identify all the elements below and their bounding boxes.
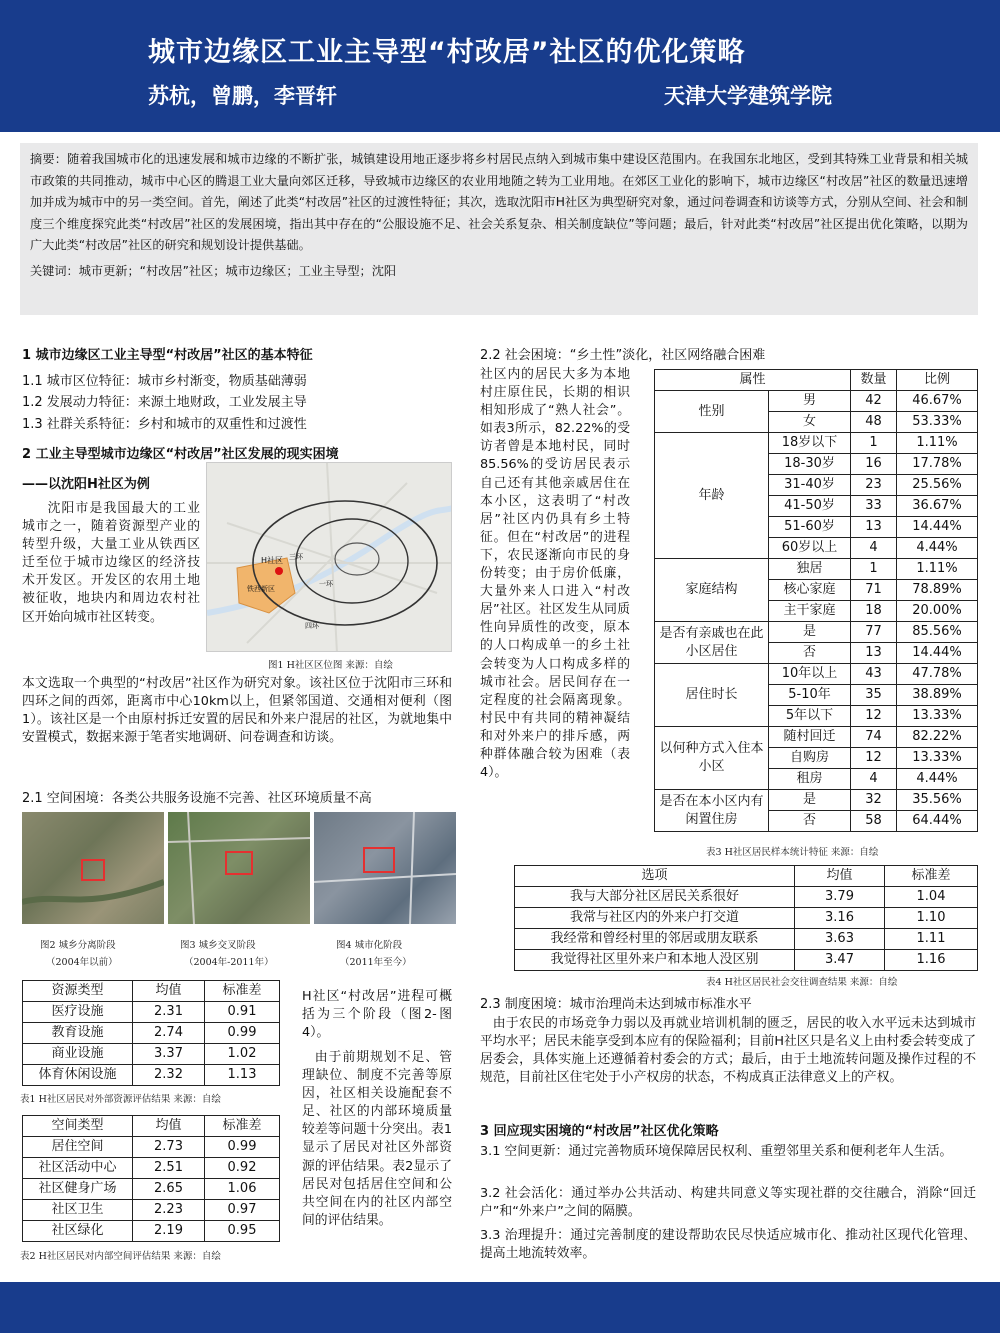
cell: 租房 xyxy=(769,769,851,790)
cell: 10年以上 xyxy=(769,664,851,685)
paragraph-case-intro: 本文选取一个典型的“村改居”社区作为研究对象。该社区位于沈阳市三环和四环之间的西郊，距离市中心10km以上，但紧邻国道、交通相对便利（图1）。该社区是一个由原村拆迁安置的居民和外来户混居的社区，为就地集中安置模式，数据来源于笔者实地调研、问卷调查和访谈。 xyxy=(22,676,452,746)
table-3-group-label: 居住时长 xyxy=(655,664,769,727)
figure-4-period: （2011年至今） xyxy=(340,957,412,968)
cell: 41-50岁 xyxy=(769,496,851,517)
cell: 是 xyxy=(769,790,851,811)
cell: 商业设施 xyxy=(23,1044,133,1065)
table-4 xyxy=(514,865,978,971)
cell: 33 xyxy=(851,496,897,517)
table-2-col-type: 空间类型 xyxy=(23,1116,133,1137)
section-2-heading: 2 工业主导型城市边缘区“村改居”社区发展的现实困境 xyxy=(22,447,339,462)
cell: 35.56% xyxy=(897,790,978,811)
cell: 0.99 xyxy=(205,1137,280,1158)
cell: 体育休闲设施 xyxy=(23,1065,133,1086)
table-2-col-mean: 均值 xyxy=(133,1116,205,1137)
section-3-heading: 3 回应现实困境的“村改居”社区优化策略 xyxy=(480,1124,719,1139)
cell: 社区活动中心 xyxy=(23,1158,133,1179)
map-label-ring4: 四环 xyxy=(305,622,319,630)
cell: 4.44% xyxy=(897,538,978,559)
photo-stage-3 xyxy=(314,812,456,924)
table-row xyxy=(23,1023,280,1044)
table-row xyxy=(515,929,978,950)
map-label-h: H社区 xyxy=(261,556,284,565)
table-1-caption: 表1 H社区居民对外部资源评估结果 来源：自绘 xyxy=(20,1094,221,1105)
cell: 3.47 xyxy=(795,950,885,971)
cell: 51-60岁 xyxy=(769,517,851,538)
cell: 3.79 xyxy=(795,887,885,908)
cell: 1.11% xyxy=(897,559,978,580)
cell: 1.13 xyxy=(205,1065,280,1086)
cell: 13.33% xyxy=(897,748,978,769)
table-3 xyxy=(654,369,978,832)
cell: 16 xyxy=(851,454,897,475)
table-4-caption: 表4 H社区居民社会交往调查结果 来源：自绘 xyxy=(706,977,898,988)
table-row xyxy=(23,1158,280,1179)
cell: 35 xyxy=(851,685,897,706)
cell: 否 xyxy=(769,643,851,664)
cell: 社区健身广场 xyxy=(23,1179,133,1200)
cell: 12 xyxy=(851,748,897,769)
cell: 0.95 xyxy=(205,1221,280,1242)
cell: 1.16 xyxy=(885,950,978,971)
map-label-ring1: 一环 xyxy=(319,580,333,588)
cell: 2.23 xyxy=(133,1200,205,1221)
section-1-3: 1.3 社群关系特征：乡村和城市的双重性和过渡性 xyxy=(22,417,307,432)
table-3-group-label: 家庭结构 xyxy=(655,559,769,622)
cell: 2.73 xyxy=(133,1137,205,1158)
cell: 教育设施 xyxy=(23,1023,133,1044)
cell: 女 xyxy=(769,412,851,433)
poster-header xyxy=(0,0,1000,132)
cell: 42 xyxy=(851,391,897,412)
paragraph-institution: 由于农民的市场竞争力弱以及再就业培训机制的匮乏，居民的收入水平远未达到城市平均水平；居民未能享受到本应有的保险福利；目前H社区只是名义上由村委会转变成了居委会，具体实施上还遵循着村委会的方式；最后，由于土地流转问题及操作过程的不规范，目前社区住宅处于小产权房的状态，不构成真正法律意义上的产权。 xyxy=(480,1016,976,1086)
table-row xyxy=(655,727,978,748)
cell: 17.78% xyxy=(897,454,978,475)
table-1-col-sd: 标准差 xyxy=(205,981,280,1002)
location-map-svg xyxy=(207,463,452,652)
section-2-3: 2.3 制度困境：城市治理尚未达到城市标准水平 xyxy=(480,997,752,1012)
table-3-caption: 表3 H社区居民样本统计特征 来源：自绘 xyxy=(706,847,879,858)
section-2-subtitle: ——以沈阳H社区为例 xyxy=(22,477,150,492)
table-2 xyxy=(22,1115,280,1242)
table-3-header xyxy=(655,370,978,391)
cell: 1.04 xyxy=(885,887,978,908)
section-2-1: 2.1 空间困境：各类公共服务设施不完善、社区环境质量不高 xyxy=(22,791,372,806)
cell: 47.78% xyxy=(897,664,978,685)
location-map xyxy=(206,462,452,652)
table-row xyxy=(655,433,978,454)
cell: 2.51 xyxy=(133,1158,205,1179)
cell: 25.56% xyxy=(897,475,978,496)
table-4-col-mean: 均值 xyxy=(795,866,885,887)
table-row xyxy=(655,664,978,685)
figure-3-period: （2004年-2011年） xyxy=(184,957,274,968)
section-1-heading: 1 城市边缘区工业主导型“村改居”社区的基本特征 xyxy=(22,348,313,363)
affiliation: 天津大学建筑学院 xyxy=(664,84,832,108)
abstract-box xyxy=(20,143,978,315)
paragraph-social: 社区内的居民大多为本地村庄原住民，长期的相识相知形成了“熟人社会”。如表3所示，82.22%的受访者曾是本地村民，同时85.56%的受访居民表示自己还有其他亲戚居住在本小区，这表明了“村改居”社区内仍具有乡土特征。但在“村改居”的进程下，农民逐渐向市民的身份转变；由于房价低廉，大量外来人口进入“村改居”社区。社区发生从同质性向异质性的改变，原本的人口构成单一的乡土社会转变为人口构成多样的城市社会。居民间存在一定程度的社会隔离现象。村民中有共同的精神凝结和对外来户的排斥感，两种群体融合较为困难（表4）。 xyxy=(480,367,630,781)
cell: 38.89% xyxy=(897,685,978,706)
table-3-col-attr: 属性 xyxy=(655,370,851,391)
cell: 46.67% xyxy=(897,391,978,412)
cell: 医疗设施 xyxy=(23,1002,133,1023)
table-1-col-mean: 均值 xyxy=(133,981,205,1002)
cell: 主干家庭 xyxy=(769,601,851,622)
cell: 20.00% xyxy=(897,601,978,622)
table-row xyxy=(23,1002,280,1023)
cell: 5年以下 xyxy=(769,706,851,727)
table-3-group-label: 是否有亲戚也在此小区居住 xyxy=(655,622,769,664)
cell: 53.33% xyxy=(897,412,978,433)
cell: 1.11 xyxy=(885,929,978,950)
cell: 2.74 xyxy=(133,1023,205,1044)
cell: 我与大部分社区居民关系很好 xyxy=(515,887,795,908)
cell: 3.37 xyxy=(133,1044,205,1065)
cell: 31-40岁 xyxy=(769,475,851,496)
paragraph-stages: H社区“村改居”进程可概括为三个阶段（图2-图4）。 xyxy=(302,989,452,1041)
table-2-header xyxy=(23,1116,280,1137)
abstract-text: 摘要：随着我国城市化的迅速发展和城市边缘的不断扩张，城镇建设用地正逐步将乡村居民点纳入到城市集中建设区范围内。在我国东北地区，受到其特殊工业背景和相关城市政策的共同推动，城市中心区的腾退工业大量向郊区迁移，导致城市边缘区的农业用地随之转为工业用地。在郊区工业化的影响下，城市边缘区“村改居”社区的数量迅速增加并成为城市中的另一类空间。首先，阐述了此类“村改居”社区的过渡性特征；其次，选取沈阳市H社区为典型研究对象，通过问卷调查和访谈等方式，分别从空间、社会和制度三个维度探究此类“村改居”社区的发展困境，指出其中存在的“公服设施不足、社会关系复杂、相关制度缺位”等问题；最后，针对此类“村改居”社区提出优化策略，以期为广大此类“村改居”社区的研究和规划设计提供基础。 xyxy=(30,152,968,252)
cell: 1.10 xyxy=(885,908,978,929)
table-row xyxy=(23,1137,280,1158)
table-row xyxy=(515,908,978,929)
cell: 1.06 xyxy=(205,1179,280,1200)
cell: 71 xyxy=(851,580,897,601)
section-3-3: 3.3 治理提升：通过完善制度的建设帮助农民尽快适应城市化、推动社区现代化管理、提高土地流转效率。 xyxy=(480,1228,976,1262)
section-3-1: 3.1 空间更新：通过完善物质环境保障居民权利、重塑邻里关系和便利老年人生活。 xyxy=(480,1144,953,1159)
cell: 2.19 xyxy=(133,1221,205,1242)
cell: 0.91 xyxy=(205,1002,280,1023)
table-3-col-count: 数量 xyxy=(851,370,897,391)
cell: 核心家庭 xyxy=(769,580,851,601)
figure-4-caption: 图4 城市化阶段 xyxy=(336,940,403,951)
cell: 14.44% xyxy=(897,517,978,538)
section-2-2: 2.2 社会困境：“乡土性”淡化，社区网络融合困难 xyxy=(480,348,766,363)
table-row xyxy=(23,1179,280,1200)
table-4-header xyxy=(515,866,978,887)
cell: 独居 xyxy=(769,559,851,580)
photo-stage-1 xyxy=(22,812,164,924)
table-3-col-ratio: 比例 xyxy=(897,370,978,391)
figure-2-period: （2004年以前） xyxy=(46,957,118,968)
cell: 是 xyxy=(769,622,851,643)
table-3-group-label: 是否在本小区内有闲置住房 xyxy=(655,790,769,832)
cell: 13 xyxy=(851,517,897,538)
cell: 1 xyxy=(851,433,897,454)
table-row xyxy=(515,887,978,908)
table-3-group-label: 以何种方式入住本小区 xyxy=(655,727,769,790)
figure-1-caption: 图1 H社区区位图 来源：自绘 xyxy=(268,660,393,671)
cell: 自购房 xyxy=(769,748,851,769)
table-row xyxy=(655,391,978,412)
cell: 0.92 xyxy=(205,1158,280,1179)
table-row xyxy=(23,1221,280,1242)
table-row xyxy=(655,790,978,811)
paragraph-shenyang: 沈阳市是我国最大的工业城市之一，随着资源型产业的转型升级，大量工业从铁西区迁至位于城市边缘区的经济技术开发区。开发区的农用土地被征收，地块内和周边农村社区开始向城市社区转变。 xyxy=(22,501,200,625)
cell: 2.31 xyxy=(133,1002,205,1023)
cell: 居住空间 xyxy=(23,1137,133,1158)
cell: 43 xyxy=(851,664,897,685)
table-1 xyxy=(22,980,280,1086)
cell: 0.97 xyxy=(205,1200,280,1221)
cell: 32 xyxy=(851,790,897,811)
photo-stage-2-svg xyxy=(168,812,310,924)
cell: 我常与社区内的外来户打交道 xyxy=(515,908,795,929)
cell: 2.65 xyxy=(133,1179,205,1200)
photo-stage-2 xyxy=(168,812,310,924)
cell: 我觉得社区里外来户和本地人没区别 xyxy=(515,950,795,971)
map-label-ring3: 三环 xyxy=(289,553,303,561)
cell: 12 xyxy=(851,706,897,727)
cell: 85.56% xyxy=(897,622,978,643)
cell: 1.11% xyxy=(897,433,978,454)
cell: 2.32 xyxy=(133,1065,205,1086)
cell: 社区绿化 xyxy=(23,1221,133,1242)
cell: 5-10年 xyxy=(769,685,851,706)
poster-title: 城市边缘区工业主导型“村改居”社区的优化策略 xyxy=(148,37,746,68)
cell: 男 xyxy=(769,391,851,412)
keywords: 关键词：城市更新；“村改居”社区；城市边缘区；工业主导型；沈阳 xyxy=(30,263,397,278)
poster-footer xyxy=(0,1282,1000,1333)
table-1-col-type: 资源类型 xyxy=(23,981,133,1002)
cell: 0.99 xyxy=(205,1023,280,1044)
cell: 58 xyxy=(851,811,897,832)
cell: 3.16 xyxy=(795,908,885,929)
photo-stage-3-svg xyxy=(314,812,456,924)
cell: 18岁以下 xyxy=(769,433,851,454)
table-row xyxy=(23,1044,280,1065)
cell: 74 xyxy=(851,727,897,748)
table-row xyxy=(655,622,978,643)
cell: 64.44% xyxy=(897,811,978,832)
cell: 60岁以上 xyxy=(769,538,851,559)
table-4-col-option: 选项 xyxy=(515,866,795,887)
cell: 78.89% xyxy=(897,580,978,601)
photo-stage-1-svg xyxy=(22,812,164,924)
table-2-caption: 表2 H社区居民对内部空间评估结果 来源：自绘 xyxy=(20,1251,221,1262)
cell: 4 xyxy=(851,538,897,559)
figure-2-caption: 图2 城乡分离阶段 xyxy=(40,940,116,951)
table-1-header xyxy=(23,981,280,1002)
section-1-1: 1.1 城市区位特征：城市乡村渐变，物质基础薄弱 xyxy=(22,374,307,389)
section-3-2: 3.2 社会活化：通过举办公共活动、构建共同意义等实现社群的交往融合，消除“回迁户”和“外来户”之间的隔膜。 xyxy=(480,1186,976,1220)
cell: 13.33% xyxy=(897,706,978,727)
table-2-col-sd: 标准差 xyxy=(205,1116,280,1137)
cell: 1.02 xyxy=(205,1044,280,1065)
section-1-2: 1.2 发展动力特征：来源土地财政，工业发展主导 xyxy=(22,395,307,410)
table-3-group-label: 性别 xyxy=(655,391,769,433)
cell: 36.67% xyxy=(897,496,978,517)
table-row xyxy=(23,1200,280,1221)
h-community-marker xyxy=(275,567,283,575)
cell: 社区卫生 xyxy=(23,1200,133,1221)
cell: 18-30岁 xyxy=(769,454,851,475)
cell: 13 xyxy=(851,643,897,664)
table-3-group-label: 年龄 xyxy=(655,433,769,559)
table-row xyxy=(655,559,978,580)
cell: 18 xyxy=(851,601,897,622)
cell: 1 xyxy=(851,559,897,580)
cell: 否 xyxy=(769,811,851,832)
cell: 14.44% xyxy=(897,643,978,664)
cell: 77 xyxy=(851,622,897,643)
table-row xyxy=(23,1065,280,1086)
table-4-col-sd: 标准差 xyxy=(885,866,978,887)
cell: 3.63 xyxy=(795,929,885,950)
authors: 苏杭，曾鹏，李晋轩 xyxy=(148,84,337,108)
cell: 48 xyxy=(851,412,897,433)
cell: 82.22% xyxy=(897,727,978,748)
cell: 4 xyxy=(851,769,897,790)
paragraph-facilities: 由于前期规划不足、管理缺位、制度不完善等原因，社区相关设施配套不足、社区的内部环境质量较差等问题十分突出。表1显示了居民对社区外部资源的评估结果。表2显示了居民对包括居住空间和公共空间在内的社区内部空间的评估结果。 xyxy=(302,1050,452,1228)
table-row xyxy=(515,950,978,971)
cell: 我经常和曾经村里的邻居或朋友联系 xyxy=(515,929,795,950)
cell: 23 xyxy=(851,475,897,496)
map-label-tiexi: 铁西新区 xyxy=(247,585,275,593)
cell: 随村回迁 xyxy=(769,727,851,748)
cell: 4.44% xyxy=(897,769,978,790)
figure-3-caption: 图3 城乡交叉阶段 xyxy=(180,940,256,951)
